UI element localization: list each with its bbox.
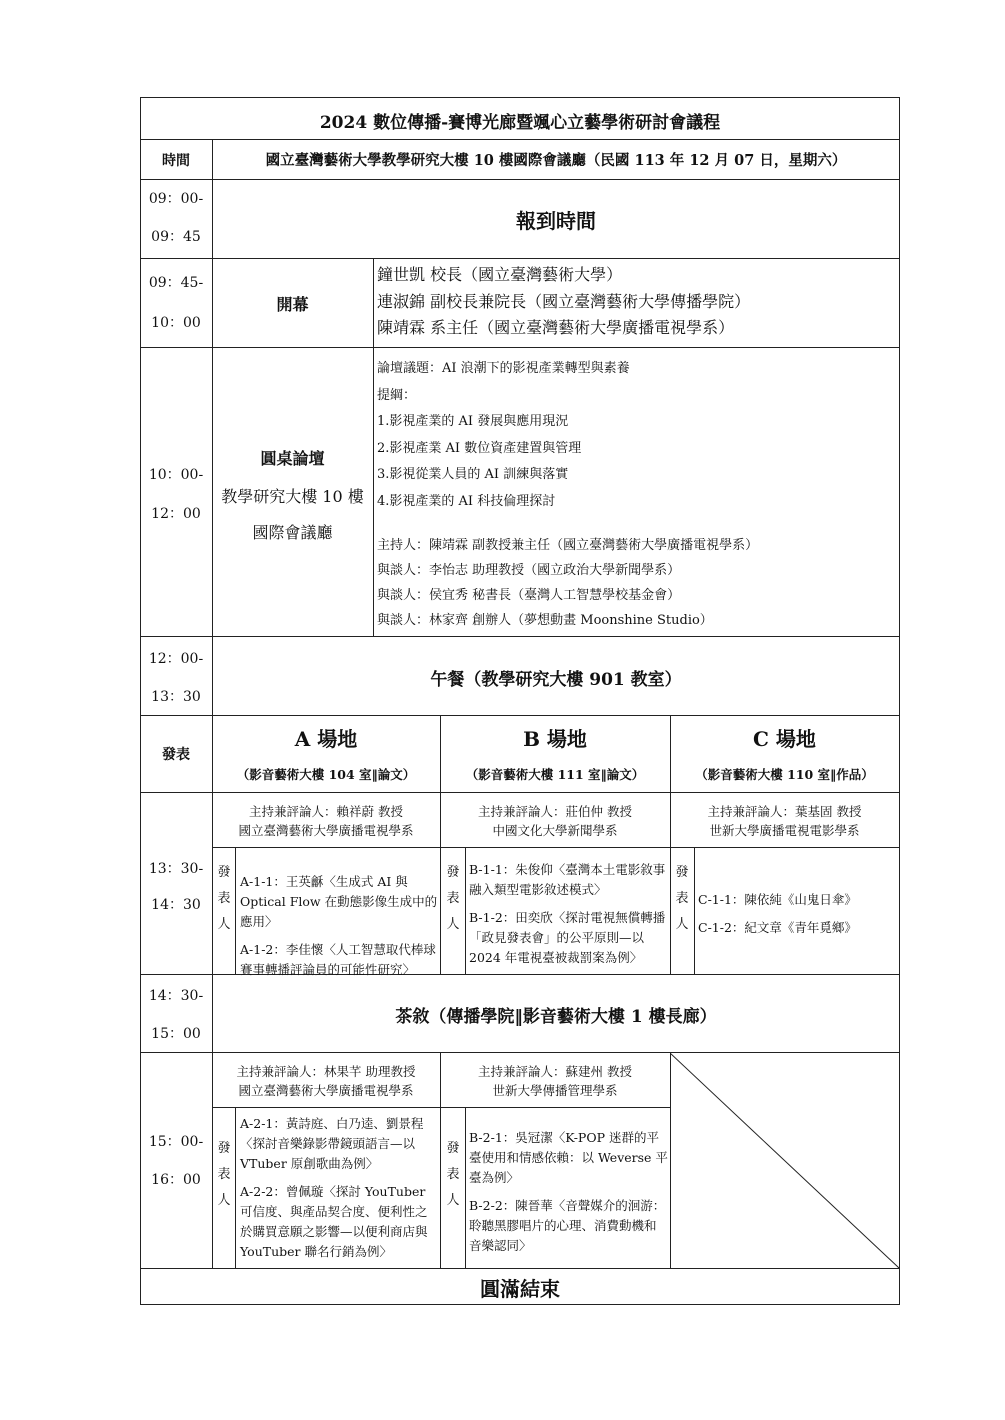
- paper-entry: A-1-1：王英龢〈生成式 AI 與 Optical Flow 在動態影像生成中的應用〉: [240, 874, 438, 929]
- row-divider: [140, 792, 900, 793]
- session2-time-end: 16：00: [151, 1172, 201, 1188]
- opening-label: 開幕: [276, 295, 309, 314]
- roundtable-details: [377, 356, 630, 515]
- venue-b-name: B 場地: [523, 727, 587, 751]
- moderator-name: 主持兼評論人：葉基固 教授: [707, 804, 862, 819]
- row-divider: [140, 258, 900, 259]
- session2-time-start: 15：00-: [148, 1134, 204, 1150]
- row-divider: [140, 715, 900, 716]
- session1-a-talks: [240, 872, 438, 988]
- column-divider: [670, 715, 671, 974]
- presenter-label-char: 人: [446, 1193, 460, 1208]
- session1-b-talks: [469, 860, 668, 976]
- roundtable-outline-item: 1.影視產業的 AI 發展與應用現況: [377, 414, 569, 429]
- paper-entry: A-1-2：李佳懷〈人工智慧取代棒球賽事轉播評論員的可能性研究〉: [240, 942, 436, 977]
- roundtable-person: 主持人：陳靖霖 副教授兼主任（國立臺灣藝術大學廣播電視學系）: [377, 538, 759, 553]
- session1-time-start: 13：30-: [148, 861, 204, 877]
- paper-entry: B-1-1：朱俊仰〈臺灣本土電影敘事融入類型電影敘述模式〉: [469, 862, 666, 897]
- moderator-affiliation: 國立臺灣藝術大學廣播電視學系: [238, 823, 414, 838]
- session1-moderator-b: [440, 802, 670, 840]
- column-divider: [440, 715, 441, 974]
- session1-c-talks: [698, 890, 896, 946]
- moderator-affiliation: 世新大學傳播管理學系: [492, 1083, 618, 1098]
- roundtable-person: 與談人：李怡志 助理教授（國立政治大學新聞學系）: [377, 563, 681, 578]
- presenter-label-char: 人: [217, 917, 231, 932]
- session2-moderator-a: [212, 1062, 440, 1100]
- roundtable-outline-item: 2.影視產業 AI 數位資產建置與管理: [377, 440, 582, 456]
- presenter-label-char: 表: [217, 1167, 231, 1182]
- moderator-affiliation: 中國文化大學新聞學系: [492, 823, 618, 838]
- presenter-divider: [235, 1107, 236, 1268]
- tea-time-start: 14：30-: [148, 988, 204, 1004]
- roundtable-person: 與談人：林家齊 創辦人（夢想動畫 Moonshine Studio）: [377, 613, 713, 628]
- roundtable-time-start: 10：00-: [148, 467, 204, 483]
- presenter-divider: [465, 847, 466, 974]
- lunch-label: 午餐（教學研究大樓 901 教室）: [430, 670, 682, 690]
- paper-entry: A-2-1：黃詩庭、白乃逵、劉景程〈探討音樂錄影帶鏡頭語言—以 VTuber 原創歌曲為例〉: [240, 1116, 424, 1171]
- row-divider: [140, 179, 900, 180]
- session2-moderator-b: [440, 1062, 670, 1100]
- presenter-divider: [465, 1107, 466, 1268]
- paper-entry: B-1-2：田奕欣〈探討電視無償轉播「政見發表會」的公平原則—以 2024 年電視臺被裁罰案為例〉: [469, 910, 666, 965]
- session1-moderator-c: [670, 802, 899, 840]
- presenter-label-char: 發: [675, 865, 689, 880]
- venue-c-detail: （影音藝術大樓 110 室‖作品）: [695, 767, 874, 782]
- roundtable-location: 教學研究大樓 10 樓: [221, 487, 364, 506]
- table-border-bottom: [140, 1304, 900, 1305]
- venue-header: 國立臺灣藝術大學教學研究大樓 10 樓國際會議廳（民國 113 年 12 月 07 日，星期六）: [265, 152, 847, 169]
- moderator-name: 主持兼評論人：莊伯仲 教授: [478, 804, 632, 819]
- session1-time-end: 14：30: [151, 897, 201, 913]
- registration-time-end: 09：45: [151, 229, 201, 245]
- tea-time-end: 15：00: [151, 1026, 201, 1042]
- presenter-label: [214, 860, 234, 938]
- roundtable-people: [377, 533, 758, 633]
- row-divider: [212, 1107, 670, 1108]
- empty-cell-diagonal: [670, 1053, 900, 1269]
- closing-label: 圓滿結束: [480, 1277, 560, 1301]
- opening-speakers: [377, 262, 750, 342]
- venue-c-name: C 場地: [753, 727, 816, 751]
- roundtable-outline-item: 3.影視從業人員的 AI 訓練與落實: [377, 467, 569, 482]
- opening-time-start: 09：45-: [148, 275, 204, 291]
- presenter-label-char: 發: [217, 1141, 231, 1156]
- roundtable-label: 圓桌論壇: [260, 449, 325, 468]
- presenter-divider: [235, 847, 236, 974]
- presenter-label: [443, 860, 463, 938]
- page-title: 2024 數位傳播-賽博光廊暨颯心立藝學術研討會議程: [319, 113, 721, 133]
- opening-time-end: 10：00: [151, 315, 201, 331]
- session2-a-talks: [240, 1114, 438, 1270]
- opening-speaker: 連淑錦 副校長兼院長（國立臺灣藝術大學傳播學院）: [377, 291, 751, 311]
- column-divider: [373, 258, 374, 636]
- moderator-affiliation: 世新大學廣播電視電影學系: [709, 823, 860, 838]
- venue-a-detail: （影音藝術大樓 104 室‖論文）: [236, 767, 416, 782]
- presenter-label-char: 發: [446, 1141, 460, 1156]
- opening-speaker: 陳靖霖 系主任（國立臺灣藝術大學廣播電視學系）: [377, 318, 735, 337]
- venue-a-name: A 場地: [294, 727, 358, 751]
- opening-speaker: 鐘世凱 校長（國立臺灣藝術大學）: [377, 265, 623, 284]
- row-divider: [140, 347, 900, 348]
- tea-label: 茶敘（傳播學院‖影音藝術大樓 1 樓長廊）: [395, 1007, 717, 1027]
- presenter-divider: [694, 847, 695, 974]
- presenter-label-char: 表: [675, 891, 689, 906]
- presenter-label-char: 人: [446, 917, 460, 932]
- moderator-name: 主持兼評論人：林果芊 助理教授: [236, 1064, 416, 1079]
- presenter-label: [443, 1136, 463, 1214]
- table-border-top: [140, 97, 900, 98]
- presentation-label: 發表: [162, 747, 190, 763]
- lunch-time-start: 12：00-: [148, 651, 204, 667]
- row-divider: [212, 847, 900, 848]
- row-divider: [140, 139, 900, 140]
- roundtable-person: 與談人：侯宜秀 秘書長（臺灣人工智慧學校基金會）: [377, 588, 681, 603]
- presenter-label-char: 人: [675, 917, 689, 932]
- moderator-affiliation: 國立臺灣藝術大學廣播電視學系: [238, 1083, 414, 1098]
- row-divider: [140, 636, 900, 637]
- presenter-label-char: 表: [446, 1167, 460, 1182]
- presenter-label: [214, 1136, 234, 1214]
- presenter-label-char: 發: [446, 865, 460, 880]
- work-entry: C-1-1：陳依純《山鬼日傘》: [698, 892, 857, 907]
- presenter-label-char: 發: [217, 865, 231, 880]
- presenter-label-char: 人: [217, 1193, 231, 1208]
- presenter-label-char: 表: [446, 891, 460, 906]
- work-entry: C-1-2：紀文章《青年覓鄉》: [698, 920, 857, 935]
- roundtable-outline-item: 4.影視產業的 AI 科技倫理探討: [377, 493, 556, 509]
- lunch-time-end: 13：30: [151, 689, 201, 705]
- moderator-name: 主持兼評論人：蘇建州 教授: [478, 1064, 632, 1079]
- roundtable-topic: 論壇議題：AI 浪潮下的影視產業轉型與素養: [377, 361, 630, 376]
- registration-label: 報到時間: [516, 209, 596, 233]
- roundtable-outline-label: 提綱：: [377, 387, 417, 403]
- venue-b-detail: （影音藝術大樓 111 室‖論文）: [465, 767, 645, 782]
- moderator-name: 主持兼評論人：賴祥蔚 教授: [249, 804, 403, 819]
- presenter-label-char: 表: [217, 891, 231, 906]
- paper-entry: B-2-2：陳晉華〈音聲媒介的洄游：聆聽黑膠唱片的心理、消費動機和音樂認同〉: [469, 1198, 666, 1253]
- session2-b-talks: [469, 1128, 668, 1264]
- registration-time-start: 09：00-: [148, 191, 204, 207]
- roundtable-time-end: 12：00: [151, 506, 201, 522]
- session1-moderator-a: [212, 802, 440, 840]
- roundtable-location: 國際會議廳: [252, 523, 333, 542]
- presenter-label: [672, 860, 692, 938]
- paper-entry: B-2-1：吳冠潔〈K-POP 迷群的平臺使用和情感依賴：以 Weverse 平臺為例〉: [469, 1130, 668, 1185]
- time-column-header: 時間: [162, 153, 190, 169]
- paper-entry: A-2-2：曾佩璇〈探討 YouTuber 可信度、與產品契合度、便利性之於購買意願之影響—以便利商店與 YouTuber 聯名行銷為例〉: [240, 1184, 428, 1259]
